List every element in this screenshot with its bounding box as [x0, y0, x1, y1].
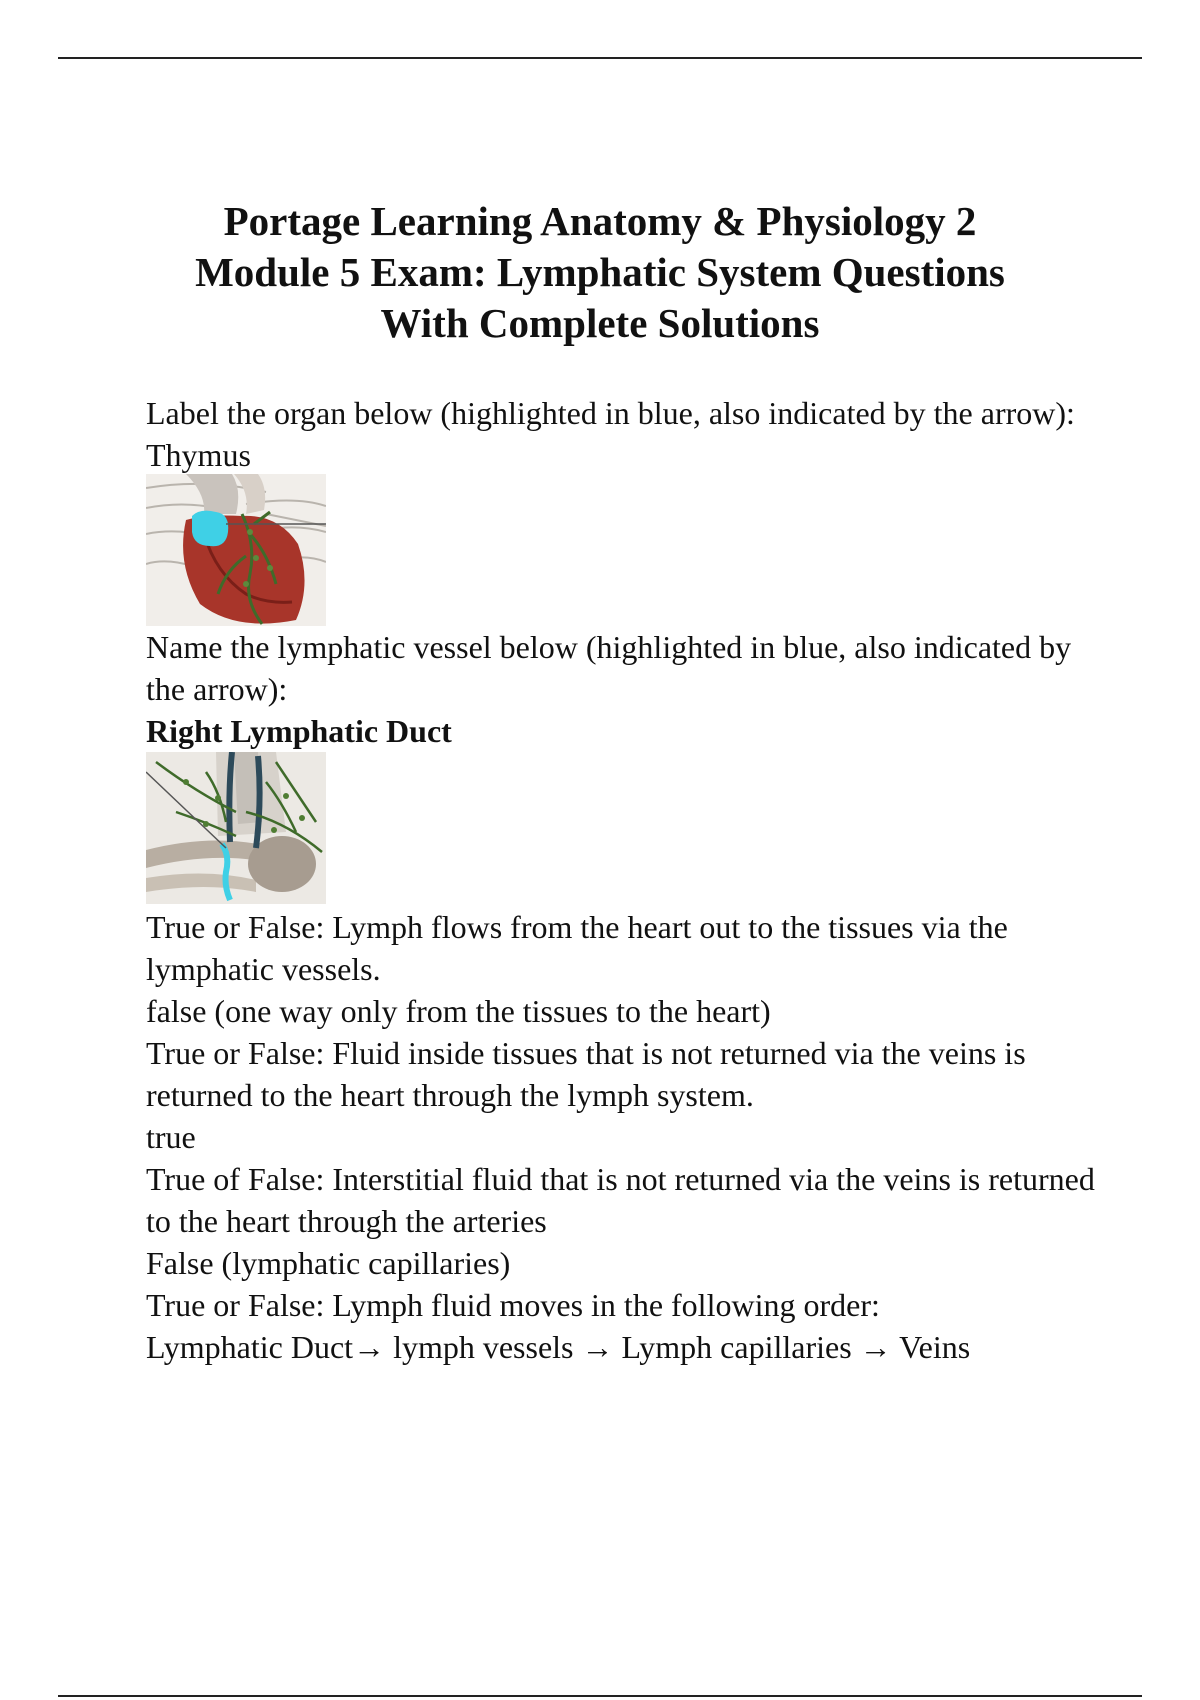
- page-title: [100, 196, 1100, 349]
- title-line-1: Portage Learning Anatomy & Physiology 2: [223, 198, 977, 244]
- sequence-6: Lymphatic Duct→ lymph vessels → Lymph capillaries → Veins: [146, 1329, 971, 1365]
- question-3: True or False: Lymph flows from the heart out to the tissues via the lymphatic vessels.: [146, 909, 1008, 987]
- answer-5: False (lymphatic capillaries): [146, 1245, 511, 1281]
- title-line-3: With Complete Solutions: [380, 300, 820, 346]
- answer-2: Right Lymphatic Duct: [146, 713, 452, 749]
- answer-3: false (one way only from the tissues to the heart): [146, 993, 771, 1029]
- question-4: True or False: Fluid inside tissues that is not returned via the veins is returned to the heart through the lymph system.: [146, 1035, 1026, 1113]
- bottom-rule: [58, 1695, 1142, 1697]
- exam-content: [146, 392, 1106, 1368]
- thymus-anatomy-image: [146, 474, 326, 626]
- question-2: Name the lymphatic vessel below (highlighted in blue, also indicated by the arrow):: [146, 629, 1072, 707]
- question-1: Label the organ below (highlighted in blue, also indicated by the arrow):: [146, 395, 1075, 431]
- question-6: True or False: Lymph fluid moves in the following order:: [146, 1287, 880, 1323]
- top-rule: [58, 57, 1142, 59]
- answer-1: Thymus: [146, 437, 251, 473]
- title-line-2: Module 5 Exam: Lymphatic System Questions: [195, 249, 1005, 295]
- question-5: True of False: Interstitial fluid that is not returned via the veins is returned to the heart through the arteries: [146, 1161, 1095, 1239]
- answer-4: true: [146, 1119, 196, 1155]
- right-lymphatic-duct-anatomy-image: [146, 752, 326, 904]
